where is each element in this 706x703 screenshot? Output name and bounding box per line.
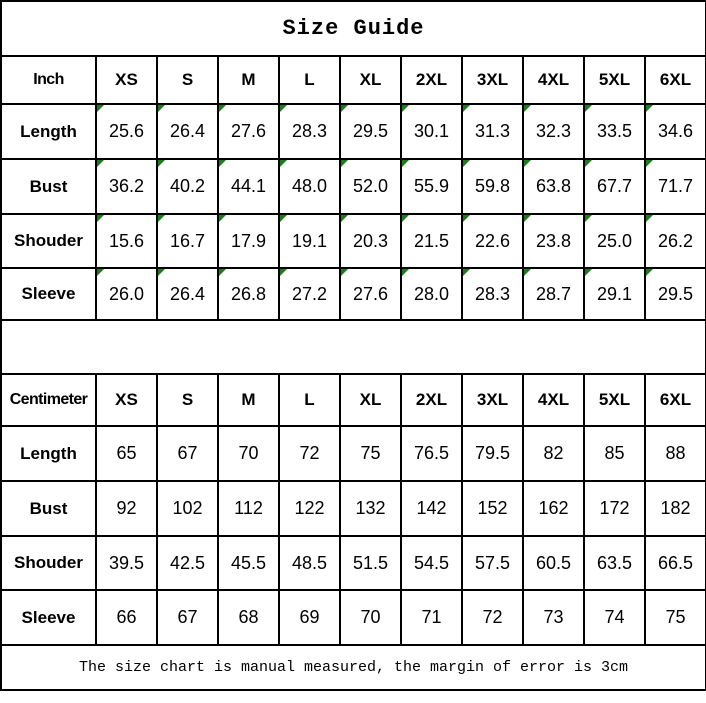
size-value: 33.5 xyxy=(596,121,633,141)
size-header-cell: XL xyxy=(340,374,401,426)
size-value-cell xyxy=(218,268,279,320)
corner-marker-icon xyxy=(585,160,592,167)
size-value-cell: 75 xyxy=(645,590,706,645)
corner-marker-icon xyxy=(280,269,287,276)
unit-header-cell: Inch xyxy=(1,56,96,104)
size-header-cell: 4XL xyxy=(523,56,584,104)
corner-marker-icon xyxy=(524,269,531,276)
size-value-cell: 54.5 xyxy=(401,536,462,590)
size-value-cell xyxy=(462,104,523,159)
footer-row xyxy=(1,645,706,690)
corner-marker-icon xyxy=(463,160,470,167)
corner-marker-icon xyxy=(219,269,226,276)
size-value-cell: 73 xyxy=(523,590,584,645)
size-value-cell: 68 xyxy=(218,590,279,645)
size-value-cell: 76.5 xyxy=(401,426,462,481)
size-value: 23.8 xyxy=(535,230,572,251)
corner-marker-icon xyxy=(402,215,409,222)
size-value-cell: 82 xyxy=(523,426,584,481)
corner-marker-icon xyxy=(158,160,165,167)
size-value-cell xyxy=(462,214,523,268)
size-header-cell: S xyxy=(157,56,218,104)
size-value-cell: 182 xyxy=(645,481,706,536)
size-header-cell: 2XL xyxy=(401,374,462,426)
title-row xyxy=(1,1,706,56)
corner-marker-icon xyxy=(524,160,531,167)
measure-label-cell: Bust xyxy=(1,159,96,214)
size-value: 28.7 xyxy=(535,283,572,304)
size-value-cell xyxy=(523,104,584,159)
size-value: 27.6 xyxy=(230,121,267,141)
size-value: 26.4 xyxy=(169,121,206,141)
size-value: 40.2 xyxy=(169,176,206,196)
size-header-cell: 3XL xyxy=(462,374,523,426)
measure-label-cell: Shouder xyxy=(1,214,96,268)
size-value-cell xyxy=(523,159,584,214)
size-value: 48.0 xyxy=(291,176,328,196)
size-value-cell: 51.5 xyxy=(340,536,401,590)
size-value: 44.1 xyxy=(230,176,267,196)
measure-label-cell: Sleeve xyxy=(1,590,96,645)
size-value-cell: 67 xyxy=(157,426,218,481)
measure-label-cell: Length xyxy=(1,426,96,481)
size-value-cell xyxy=(401,159,462,214)
size-value: 31.3 xyxy=(474,121,511,141)
corner-marker-icon xyxy=(219,105,226,112)
size-value: 27.6 xyxy=(352,283,389,304)
inch-length-row xyxy=(1,104,706,159)
size-value-cell xyxy=(218,214,279,268)
corner-marker-icon xyxy=(97,105,104,112)
corner-marker-icon xyxy=(402,105,409,112)
size-value-cell xyxy=(401,214,462,268)
corner-marker-icon xyxy=(219,160,226,167)
size-header-cell: S xyxy=(157,374,218,426)
size-header-cell: 3XL xyxy=(462,56,523,104)
size-value-cell xyxy=(462,268,523,320)
corner-marker-icon xyxy=(341,269,348,276)
size-value: 34.6 xyxy=(657,121,694,141)
size-header-cell: L xyxy=(279,56,340,104)
corner-marker-icon xyxy=(158,215,165,222)
size-header-cell: M xyxy=(218,374,279,426)
corner-marker-icon xyxy=(97,269,104,276)
inch-header-row xyxy=(1,56,706,104)
size-value: 15.6 xyxy=(108,230,145,251)
size-value-cell: 45.5 xyxy=(218,536,279,590)
size-header-cell: M xyxy=(218,56,279,104)
size-value: 26.8 xyxy=(230,283,267,304)
size-value: 71.7 xyxy=(657,176,694,196)
size-value-cell xyxy=(523,214,584,268)
size-value-cell: 172 xyxy=(584,481,645,536)
size-value: 25.6 xyxy=(108,121,145,141)
size-value-cell xyxy=(96,104,157,159)
size-value-cell xyxy=(645,104,706,159)
size-value: 52.0 xyxy=(352,176,389,196)
inch-sleeve-row xyxy=(1,268,706,320)
size-value-cell xyxy=(279,214,340,268)
corner-marker-icon xyxy=(341,105,348,112)
size-value: 27.2 xyxy=(291,283,328,304)
size-value: 32.3 xyxy=(535,121,572,141)
size-value-cell: 39.5 xyxy=(96,536,157,590)
corner-marker-icon xyxy=(524,105,531,112)
size-value-cell xyxy=(584,159,645,214)
size-value-cell: 102 xyxy=(157,481,218,536)
size-header-cell: XL xyxy=(340,56,401,104)
size-header-cell: 4XL xyxy=(523,374,584,426)
size-value-cell xyxy=(584,104,645,159)
corner-marker-icon xyxy=(646,269,653,276)
corner-marker-icon xyxy=(280,105,287,112)
cm-bust-row xyxy=(1,481,706,536)
size-value-cell xyxy=(157,104,218,159)
size-value-cell xyxy=(523,268,584,320)
size-value-cell: 152 xyxy=(462,481,523,536)
size-value-cell: 75 xyxy=(340,426,401,481)
size-value-cell: 74 xyxy=(584,590,645,645)
size-header-cell: 6XL xyxy=(645,374,706,426)
cm-header-row xyxy=(1,374,706,426)
measure-label-cell: Bust xyxy=(1,481,96,536)
size-value-cell xyxy=(96,268,157,320)
size-value-cell: 132 xyxy=(340,481,401,536)
size-header-cell: XS xyxy=(96,56,157,104)
corner-marker-icon xyxy=(646,215,653,222)
size-value-cell xyxy=(340,159,401,214)
corner-marker-icon xyxy=(585,269,592,276)
corner-marker-icon xyxy=(463,215,470,222)
size-value: 16.7 xyxy=(169,230,206,251)
size-value-cell xyxy=(157,214,218,268)
size-value-cell: 66.5 xyxy=(645,536,706,590)
corner-marker-icon xyxy=(524,215,531,222)
cm-length-row xyxy=(1,426,706,481)
size-value-cell xyxy=(401,104,462,159)
size-header-cell: XS xyxy=(96,374,157,426)
size-value-cell: 92 xyxy=(96,481,157,536)
size-value-cell: 63.5 xyxy=(584,536,645,590)
size-header-cell: L xyxy=(279,374,340,426)
size-value-cell xyxy=(279,268,340,320)
size-value-cell xyxy=(645,159,706,214)
size-value-cell: 60.5 xyxy=(523,536,584,590)
size-value-cell xyxy=(645,268,706,320)
spacer-row xyxy=(1,320,706,374)
size-header-cell: 2XL xyxy=(401,56,462,104)
size-value-cell: 70 xyxy=(340,590,401,645)
corner-marker-icon xyxy=(97,160,104,167)
size-value-cell: 142 xyxy=(401,481,462,536)
size-value-cell: 42.5 xyxy=(157,536,218,590)
size-value-cell xyxy=(401,268,462,320)
size-value-cell: 69 xyxy=(279,590,340,645)
corner-marker-icon xyxy=(463,105,470,112)
size-value-cell: 67 xyxy=(157,590,218,645)
size-value: 29.5 xyxy=(352,121,389,141)
corner-marker-icon xyxy=(463,269,470,276)
corner-marker-icon xyxy=(158,105,165,112)
corner-marker-icon xyxy=(280,215,287,222)
size-header-cell: 5XL xyxy=(584,374,645,426)
size-value: 22.6 xyxy=(474,230,511,251)
size-value-cell: 85 xyxy=(584,426,645,481)
measure-label-cell: Shouder xyxy=(1,536,96,590)
inch-shouder-row xyxy=(1,214,706,268)
cm-sleeve-row xyxy=(1,590,706,645)
size-value-cell: 65 xyxy=(96,426,157,481)
size-value: 26.2 xyxy=(657,230,694,251)
size-header-cell: 5XL xyxy=(584,56,645,104)
measure-label-cell: Length xyxy=(1,104,96,159)
corner-marker-icon xyxy=(402,269,409,276)
size-value: 55.9 xyxy=(413,176,450,196)
size-value: 28.3 xyxy=(291,121,328,141)
corner-marker-icon xyxy=(402,160,409,167)
size-value-cell xyxy=(340,214,401,268)
corner-marker-icon xyxy=(585,105,592,112)
size-value-cell xyxy=(96,214,157,268)
footer-note: The size chart is manual measured, the margin of error is 3cm xyxy=(1,645,706,690)
size-value-cell xyxy=(584,214,645,268)
size-value-cell xyxy=(218,104,279,159)
size-value-cell xyxy=(340,268,401,320)
size-value-cell xyxy=(96,159,157,214)
size-value-cell xyxy=(157,159,218,214)
size-value-cell xyxy=(279,104,340,159)
size-value: 26.4 xyxy=(169,283,206,304)
size-value: 25.0 xyxy=(596,230,633,251)
size-value-cell: 72 xyxy=(279,426,340,481)
size-value-cell: 57.5 xyxy=(462,536,523,590)
size-value-cell xyxy=(645,214,706,268)
size-value: 26.0 xyxy=(108,283,145,304)
corner-marker-icon xyxy=(341,160,348,167)
corner-marker-icon xyxy=(280,160,287,167)
size-value-cell: 88 xyxy=(645,426,706,481)
size-value: 28.0 xyxy=(413,283,450,304)
size-value-cell: 48.5 xyxy=(279,536,340,590)
size-value-cell: 66 xyxy=(96,590,157,645)
corner-marker-icon xyxy=(219,215,226,222)
size-value: 19.1 xyxy=(291,230,328,251)
size-value-cell xyxy=(462,159,523,214)
size-value: 36.2 xyxy=(108,176,145,196)
size-value: 59.8 xyxy=(474,176,511,196)
spacer-cell xyxy=(1,320,706,374)
size-value: 17.9 xyxy=(230,230,267,251)
measure-label-cell: Sleeve xyxy=(1,268,96,320)
size-value-cell: 112 xyxy=(218,481,279,536)
corner-marker-icon xyxy=(341,215,348,222)
inch-bust-row xyxy=(1,159,706,214)
size-value: 28.3 xyxy=(474,283,511,304)
unit-header-cell: Centimeter xyxy=(1,374,96,426)
size-value-cell: 122 xyxy=(279,481,340,536)
size-value: 21.5 xyxy=(413,230,450,251)
size-value: 67.7 xyxy=(596,176,633,196)
size-value-cell xyxy=(279,159,340,214)
size-value: 63.8 xyxy=(535,176,572,196)
size-guide-title: Size Guide xyxy=(1,1,706,56)
size-value-cell: 72 xyxy=(462,590,523,645)
size-value-cell xyxy=(157,268,218,320)
size-value-cell xyxy=(340,104,401,159)
corner-marker-icon xyxy=(646,160,653,167)
size-value-cell: 71 xyxy=(401,590,462,645)
size-value: 30.1 xyxy=(413,121,450,141)
size-value: 29.5 xyxy=(657,283,694,304)
size-value: 20.3 xyxy=(352,230,389,251)
corner-marker-icon xyxy=(585,215,592,222)
cm-shouder-row xyxy=(1,536,706,590)
size-value-cell xyxy=(584,268,645,320)
size-value-cell xyxy=(218,159,279,214)
corner-marker-icon xyxy=(158,269,165,276)
size-value-cell: 70 xyxy=(218,426,279,481)
corner-marker-icon xyxy=(97,215,104,222)
size-value-cell: 79.5 xyxy=(462,426,523,481)
size-header-cell: 6XL xyxy=(645,56,706,104)
corner-marker-icon xyxy=(646,105,653,112)
size-value: 29.1 xyxy=(596,283,633,304)
size-value-cell: 162 xyxy=(523,481,584,536)
